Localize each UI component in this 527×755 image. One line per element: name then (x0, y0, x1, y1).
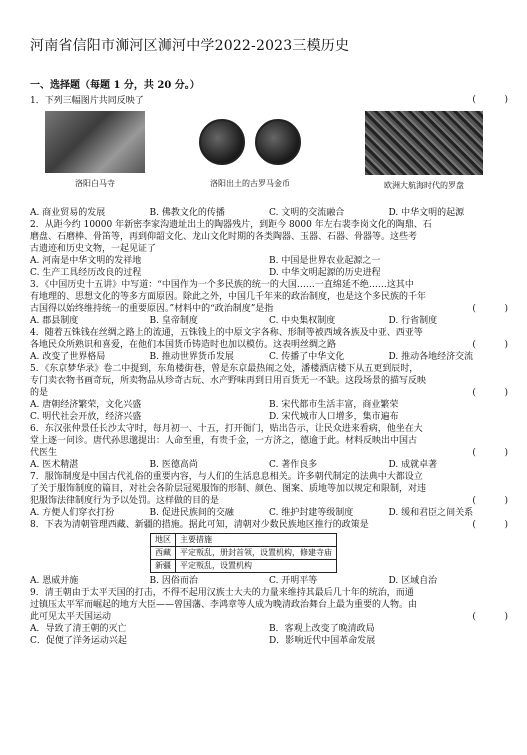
answer-bracket: ( ) (472, 304, 508, 314)
temple-photo (45, 111, 145, 173)
options (30, 575, 508, 587)
options (30, 315, 508, 327)
question-stem: 3．《中国历史十五讲》中写道：“中国作为一个多民族的统一的大国……一直绵延不绝……这其中 (30, 280, 414, 290)
question-stem: 8．下表为清朝管理西藏、新疆的措施。据此可知，清朝对少数民族地区推行的政策是 (30, 520, 369, 530)
question-stem: 5．《东京梦华录》卷二中提到，东角楼街巷，曾是东京最热闹之处，潘楼酒店楼下从五更到辰时， (30, 364, 419, 374)
options (30, 635, 508, 647)
option-a: A. 方便人们穿衣打扮 (30, 508, 115, 518)
image-white-horse-temple (30, 111, 160, 207)
table-header-measures: 主要措施 (176, 534, 337, 547)
image-caption: 欧洲大航海时代的罗盘 (384, 181, 464, 190)
question-stem: 各地民众所熟识和喜爱，在他们本国货币铸造时也加以模仿。这表明丝绸之路 (30, 340, 337, 350)
question-stem: 此可见太平天国运动 (30, 612, 112, 622)
option-a: A. 河南是中华文明的发祥地 (30, 256, 142, 266)
question-3 (30, 279, 508, 327)
answer-bracket: ( ) (472, 95, 508, 105)
option-b: B. 皇帝制度 (149, 316, 198, 326)
coin-icon (199, 119, 245, 165)
question-stem: 的是 (30, 388, 49, 398)
option-c: C. 明代社会开放，经济兴盛 (30, 412, 142, 422)
answer-bracket: ( ) (472, 520, 508, 530)
question-stem-last (30, 495, 508, 507)
answer-bracket: ( ) (472, 388, 508, 398)
question-stem: 1．下列三幅图片共同反映了 (30, 96, 144, 106)
option-d: D. 宋代城市人口增多，集市遍布 (269, 412, 399, 422)
option-a: A．导致了清王朝的灭亡 (30, 624, 127, 634)
option-b: B. 促进民族间的交融 (149, 508, 234, 518)
question-stem: 了关于服饰制度的篇目，对社会各阶层冠冕服饰的形制、颜色、图案、质地等加以规定和限制，对违 (30, 484, 427, 494)
question-stem: 9．清王朝由于太平天国的打击，不得不起用汉族士大夫的力量来维持其最后几十年的统治，而通 (30, 588, 414, 598)
table-row (151, 547, 337, 560)
answer-bracket: ( ) (472, 448, 508, 458)
question-stem: 专门卖衣物书画奇玩，所卖物品从珍奇古玩、水产野味再到日用百货无一不缺。这段场景的描写反映 (30, 376, 427, 386)
question-7 (30, 471, 508, 519)
coins-photo (199, 111, 301, 173)
options (30, 623, 508, 635)
option-d: D. 成就卓著 (388, 460, 438, 470)
option-c: C. 传播了中华文化 (269, 352, 345, 362)
table-row (151, 534, 337, 547)
coin-icon (255, 119, 301, 165)
section-heading: 一、选择题（每题 1 分，共 20 分。） (30, 80, 200, 91)
question-stem: 犯服饰法律制度行为予以处罚。这样做的目的是 (30, 496, 220, 506)
option-c: C. 开明平等 (269, 576, 318, 586)
question-stem-last (30, 303, 508, 315)
option-b: B．客观上改变了晚清政局 (269, 624, 375, 634)
image-caption: 洛阳出土的古罗马金币 (210, 179, 290, 188)
option-a: A. 郡县制度 (30, 316, 79, 326)
question-stem: 堂上逐一问诊。唐代孙思邈提出：人命至重，有贵千金，一方济之，德逾于此。材料反映出中国古 (30, 436, 418, 446)
option-c: C. 维护封建等级制度 (269, 508, 354, 518)
question-list (30, 95, 508, 647)
question-stem: 古遗迹和历史文物，一起见证了 (30, 244, 157, 254)
table-cell: 西藏 (151, 547, 176, 560)
question-4 (30, 327, 508, 363)
options (30, 255, 508, 267)
option-a: A. 恩威并施 (30, 576, 79, 586)
option-a: A. 唐朝经济繁荣，文化兴盛 (30, 400, 142, 410)
option-d: D. 中华文明起源的历史进程 (269, 268, 381, 278)
option-b: B. 因俗而治 (149, 576, 198, 586)
options (30, 459, 508, 471)
option-a: A. 医术精湛 (30, 460, 79, 470)
option-d: D. 缓和君臣之间关系 (388, 508, 474, 518)
option-c: C. 中央集权制度 (269, 316, 336, 326)
question-5 (30, 363, 508, 423)
question-stem: 古国得以始终维持统一的重要原因。”材料中的“政治制度”是指 (30, 304, 274, 314)
policy-table (150, 533, 337, 573)
compass-photo (365, 111, 483, 175)
answer-bracket: ( ) (472, 340, 508, 350)
table-cell: 平定叛乱，设置机构 (176, 560, 337, 573)
question-2 (30, 219, 508, 279)
image-roman-coins (160, 111, 340, 207)
question-stem: 代医生 (30, 448, 58, 458)
question-stem-last (30, 519, 508, 531)
option-b: B. 佛教文化的传播 (149, 208, 225, 218)
question-stem-last (30, 611, 508, 623)
question-1-images (30, 111, 508, 207)
options (30, 351, 508, 363)
option-b: B. 推动世界货币发展 (149, 352, 234, 362)
option-d: D．影响近代中国革命发展 (269, 636, 376, 646)
answer-bracket: ( ) (472, 612, 508, 622)
question-stem-last (30, 447, 508, 459)
options (30, 411, 508, 423)
options (30, 399, 508, 411)
question-stem: 6．东汉张仲景任长沙太守时，每月初一、十五，打开衙门，贴出告示，让民众进来看病，他坐在大 (30, 424, 423, 434)
option-a: A. 改变了世界格局 (30, 352, 106, 362)
question-stem-last (30, 339, 508, 351)
question-stem: 过镇压太平军而崛起的地方大臣——曾国藩、李鸿章等人成为晚清政治舞台上最为重要的人物。由 (30, 600, 418, 610)
question-stem: 2．从距今约 10000 年新密李家沟遗址出土的陶器残片，到距今 8000 年左右裴李岗文化的陶鼎、石 (30, 220, 432, 230)
option-d: D. 推动各地经济交流 (388, 352, 474, 362)
options (30, 207, 508, 219)
image-compass (340, 111, 508, 207)
option-b: B. 宋代都市生活丰富，商业繁荣 (269, 400, 399, 410)
option-c: C. 著作良多 (269, 460, 318, 470)
answer-bracket: ( ) (472, 496, 508, 506)
options (30, 267, 508, 279)
option-d: D. 区域自治 (388, 576, 438, 586)
question-stem: 4．随着五铢钱在丝绸之路上的流通，五铢钱上的中原文字各称、形制等被西域各族及中亚、西亚等 (30, 328, 423, 338)
question-stem: 磨盘、石磨棒、骨笛等，再到仰韶文化、龙山文化时期的各类陶器、玉器、石器、骨器等。这些考 (30, 232, 418, 242)
question-1 (30, 95, 508, 219)
option-c: C．促便了洋务运动兴起 (30, 636, 127, 646)
option-d: D. 行省制度 (388, 316, 438, 326)
option-c: C. 文明的交流融合 (269, 208, 345, 218)
question-6 (30, 423, 508, 471)
option-b: B. 中国是世界农业起源之一 (269, 256, 381, 266)
options (30, 507, 508, 519)
question-stem: 有地理的、思想文化的等多方面原因。除此之外，中国几千年来的政治制度，也是这个多民族的千年 (30, 292, 427, 302)
question-stem-last (30, 387, 508, 399)
question-stem: 7．服饰制度是中国古代礼俗的重要内容，与人们的生活息息相关。许多朝代制定的法典中大都设立 (30, 472, 423, 482)
question-9 (30, 587, 508, 647)
page-title: 河南省信阳市浉河区浉河中学2022-2023三模历史 (30, 38, 350, 54)
question-8 (30, 519, 508, 587)
option-c: C. 生产工具经历改良的过程 (30, 268, 142, 278)
option-d: D. 中华文明的起源 (388, 208, 465, 218)
table-cell: 平定叛乱，册封首领，设置机构，修建寺庙 (176, 547, 337, 560)
table-cell: 新疆 (151, 560, 176, 573)
table-header-region: 地区 (151, 534, 176, 547)
image-caption: 洛阳白马寺 (75, 179, 115, 188)
option-a: A. 商业贸易的发展 (30, 208, 106, 218)
option-b: B. 医德高尚 (149, 460, 198, 470)
table-row (151, 560, 337, 573)
